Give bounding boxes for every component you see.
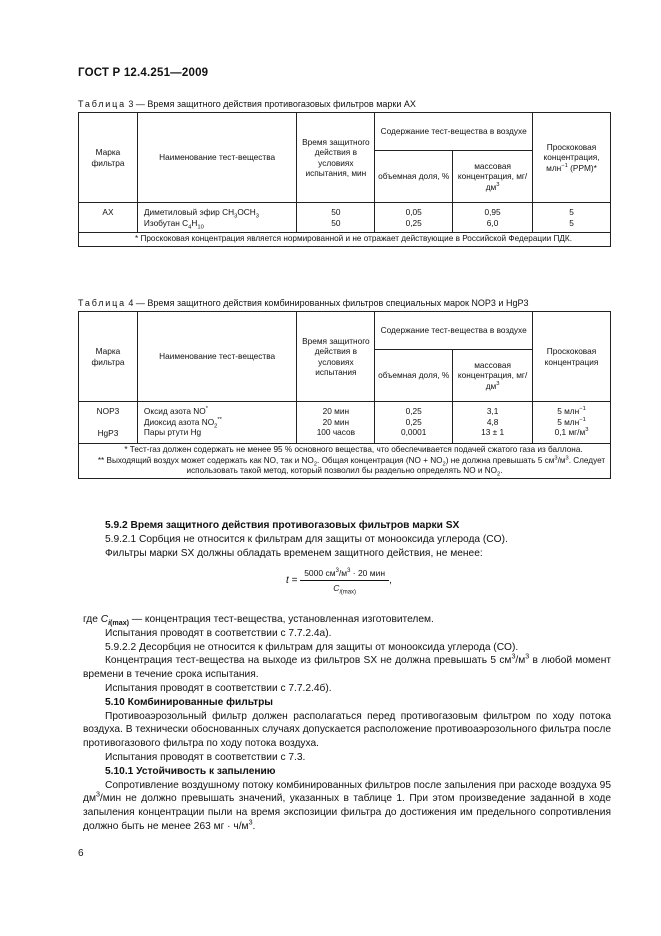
table3-brand: АХ bbox=[79, 203, 138, 233]
table3-mass-1: 6,0 bbox=[486, 217, 499, 228]
table3-header-content: Содержание тест-вещества в воздухе bbox=[375, 113, 533, 151]
section-5-9-2-cont bbox=[83, 613, 611, 834]
table3-name-1: Изобутан $C_4H_{10}$ bbox=[143, 217, 204, 231]
table4-brand-1 bbox=[81, 417, 135, 428]
section-5-9-2 bbox=[83, 519, 611, 560]
table4-masses bbox=[453, 402, 533, 444]
document-header: ГОСТ Р 12.4.251—2009 bbox=[78, 67, 209, 79]
table4-footnotes bbox=[79, 444, 611, 479]
table4-brands bbox=[79, 402, 138, 444]
table4 bbox=[78, 311, 611, 479]
table4-header-time: Время защитного действия в условиях испытания bbox=[297, 312, 375, 402]
table4-header-content: Содержание тест-вещества в воздухе bbox=[375, 312, 533, 350]
table4-row bbox=[79, 402, 611, 444]
table4-names bbox=[137, 402, 297, 444]
table4-mass-1: 4,8 bbox=[486, 416, 499, 427]
table3-header-breakthrough: Проскоковая концентрация, млн$^{-1}$ (PPM)* bbox=[533, 113, 611, 203]
table4-header-brand: Марка фильтра bbox=[79, 312, 138, 402]
table4-volume-2: 0,0001 bbox=[401, 427, 427, 437]
table4-header-name: Наименование тест-вещества bbox=[137, 312, 297, 402]
table4-time-2: 100 часов bbox=[316, 427, 356, 437]
table3-caption-word: Таблица bbox=[78, 99, 126, 109]
formula bbox=[286, 568, 392, 596]
formula-numerator: 5000 $см^3/м^3 \cdot 20$ мин bbox=[300, 568, 389, 581]
page-number: 6 bbox=[78, 848, 84, 859]
table4-caption-text: 4 — Время защитного действия комбинированных фильтров специальных марок NOP3 и HgP3 bbox=[125, 298, 529, 308]
table4-concs bbox=[533, 402, 611, 444]
table3-header-name: Наименование тест-вещества bbox=[137, 113, 297, 203]
table4-name-0: Оксид азота NO* bbox=[143, 406, 208, 416]
table3-conc-0: 5 bbox=[569, 207, 574, 217]
table4-header-mass: массовая концентрация, $мг/дм^3$ bbox=[453, 350, 533, 402]
table3-header-volume: объемная доля, % bbox=[375, 151, 453, 203]
table3-header-time: Время защитного действия в условиях испытания, мин bbox=[297, 113, 375, 203]
table4-volume-0: 0,25 bbox=[405, 406, 422, 416]
table4-times bbox=[297, 402, 375, 444]
table4-mass-0: 3,1 bbox=[486, 406, 499, 416]
table4-conc-0: 5 млн$^{-1}$ bbox=[557, 406, 586, 416]
table4-footnote-1: * Тест-газ должен содержать не менее 95 % основного вещества, что обеспечивается подачей сжатого газа из баллона. bbox=[124, 445, 583, 454]
table3-conc-1: 5 bbox=[569, 217, 574, 228]
table3-mass-0: 0,95 bbox=[484, 207, 501, 217]
formula-tail: , bbox=[389, 575, 392, 587]
table3 bbox=[78, 112, 611, 247]
table3-row bbox=[79, 203, 611, 233]
table4-time-1: 20 мин bbox=[322, 416, 350, 427]
paragraph-tests-4a: Испытания проводят в соответствии с 7.7.2.4а). bbox=[105, 627, 332, 639]
paragraph-tests-7-3: Испытания проводят в соответствии с 7.3. bbox=[105, 751, 306, 763]
paragraph-dust-resistance: Сопротивление воздушному потоку комбинированных фильтров после запыления при расходе воздуха 95 $дм^3$/мин не должно превышать значений, указанных в таблице 1. При этом произведение заданной в ходе запыления концентрации пыли на время экспозиции фильтра до достижения им предельного сопротивления должно быть не менее 263 мг · $ч/м^3$. bbox=[83, 779, 611, 832]
table4-brand-2: HgP3 bbox=[97, 427, 119, 438]
table4-volume-1: 0,25 bbox=[405, 416, 422, 427]
table3-volume-1: 0,25 bbox=[405, 217, 422, 228]
table3-footnote: * Проскоковая концентрация является нормированной и не отражает действующие в Российской Федерации ПДК. bbox=[79, 233, 611, 247]
paragraph-5-9-2-2: 5.9.2.2 Десорбция не относится к фильтрам для защиты от монооксида углерода (CO). bbox=[105, 641, 519, 653]
table4-brand-0: NOP3 bbox=[96, 406, 120, 416]
table3-name-0: Диметиловый эфир $CH_3OCH_3$ bbox=[143, 207, 259, 220]
formula-where: где $C_{i(max)}$ — концентрация тест-вещества, установленная изготовителем. bbox=[83, 614, 434, 628]
table4-header-volume: объемная доля, % bbox=[375, 350, 453, 402]
table3-volume-0: 0,05 bbox=[405, 207, 422, 217]
table4-conc-2: 0,1 $мг/м^3$ bbox=[554, 427, 589, 437]
table3-header-mass: массовая концентрация, $мг/дм^3$ bbox=[453, 151, 533, 203]
table4-footnote-2: ** Выходящий воздух может содержать как NO, так и $NO_2$. Общая концентрация $(NO + NO_2)$ не должна превышать 5 $см^3/м^3$. Следует использовать такой метод, который позволил бы раздельно определять NO и $NO_2$. bbox=[97, 454, 606, 478]
table3-names bbox=[137, 203, 297, 233]
table3-concs bbox=[533, 203, 611, 233]
paragraph-sx-requirement: Фильтры марки SX должны обладать временем защитного действия, не менее: bbox=[105, 547, 483, 559]
table3-header-brand: Марка фильтра bbox=[79, 113, 138, 203]
section-5-10-heading: 5.10 Комбинированные фильтры bbox=[105, 696, 274, 708]
table4-volumes bbox=[375, 402, 453, 444]
paragraph-combined-filters: Противоаэрозольный фильтр должен располагаться перед противогазовым фильтром по ходу потока воздуха. В технически обоснованных случаях допускается расположение противоаэрозольного фильтра после противогазового фильтра по ходу потока воздуха. bbox=[83, 710, 611, 750]
table4-time-0: 20 мин bbox=[322, 406, 350, 416]
table4-name-2: Пары ртути Hg bbox=[143, 427, 202, 437]
table3-caption bbox=[78, 99, 416, 109]
paragraph-tests-4b: Испытания проводят в соответствии с 7.7.2.4б). bbox=[105, 682, 332, 694]
formula-fraction bbox=[300, 568, 389, 596]
table3-masses bbox=[453, 203, 533, 233]
formula-lhs: t = bbox=[286, 575, 298, 587]
section-5-9-2-heading: 5.9.2 Время защитного действия противогазовых фильтров марки SX bbox=[105, 520, 460, 531]
table3-time-0: 50 bbox=[331, 207, 341, 217]
table3-volumes bbox=[375, 203, 453, 233]
table4-caption bbox=[78, 298, 528, 308]
formula-denominator: $C_{i(max)}$ bbox=[333, 583, 356, 596]
paragraph-5-9-2-1: 5.9.2.1 Сорбция не относится к фильтрам для защиты от монооксида углерода (CO). bbox=[105, 533, 508, 545]
table4-conc-1: 5 млн$^{-1}$ bbox=[557, 416, 586, 427]
table4-name-1: Диоксид азота $NO_2^{**}$ bbox=[143, 416, 222, 430]
table4-header-breakthrough: Проскоковая концентрация bbox=[533, 312, 611, 402]
table4-caption-word: Таблица bbox=[78, 298, 126, 308]
table3-time-1: 50 bbox=[331, 217, 341, 228]
table3-times bbox=[297, 203, 375, 233]
section-5-10-1-heading: 5.10.1 Устойчивость к запылению bbox=[105, 765, 276, 777]
paragraph-sx-concentration: Концентрация тест-вещества на выходе из фильтров SX не должна превышать 5 $см^3/м^3$ в любой момент времени в течение срока испытания. bbox=[83, 653, 612, 681]
table4-mass-2: 13 ± 1 bbox=[481, 427, 505, 437]
table3-caption-text: 3 — Время защитного действия противогазовых фильтров марки АХ bbox=[125, 99, 416, 109]
